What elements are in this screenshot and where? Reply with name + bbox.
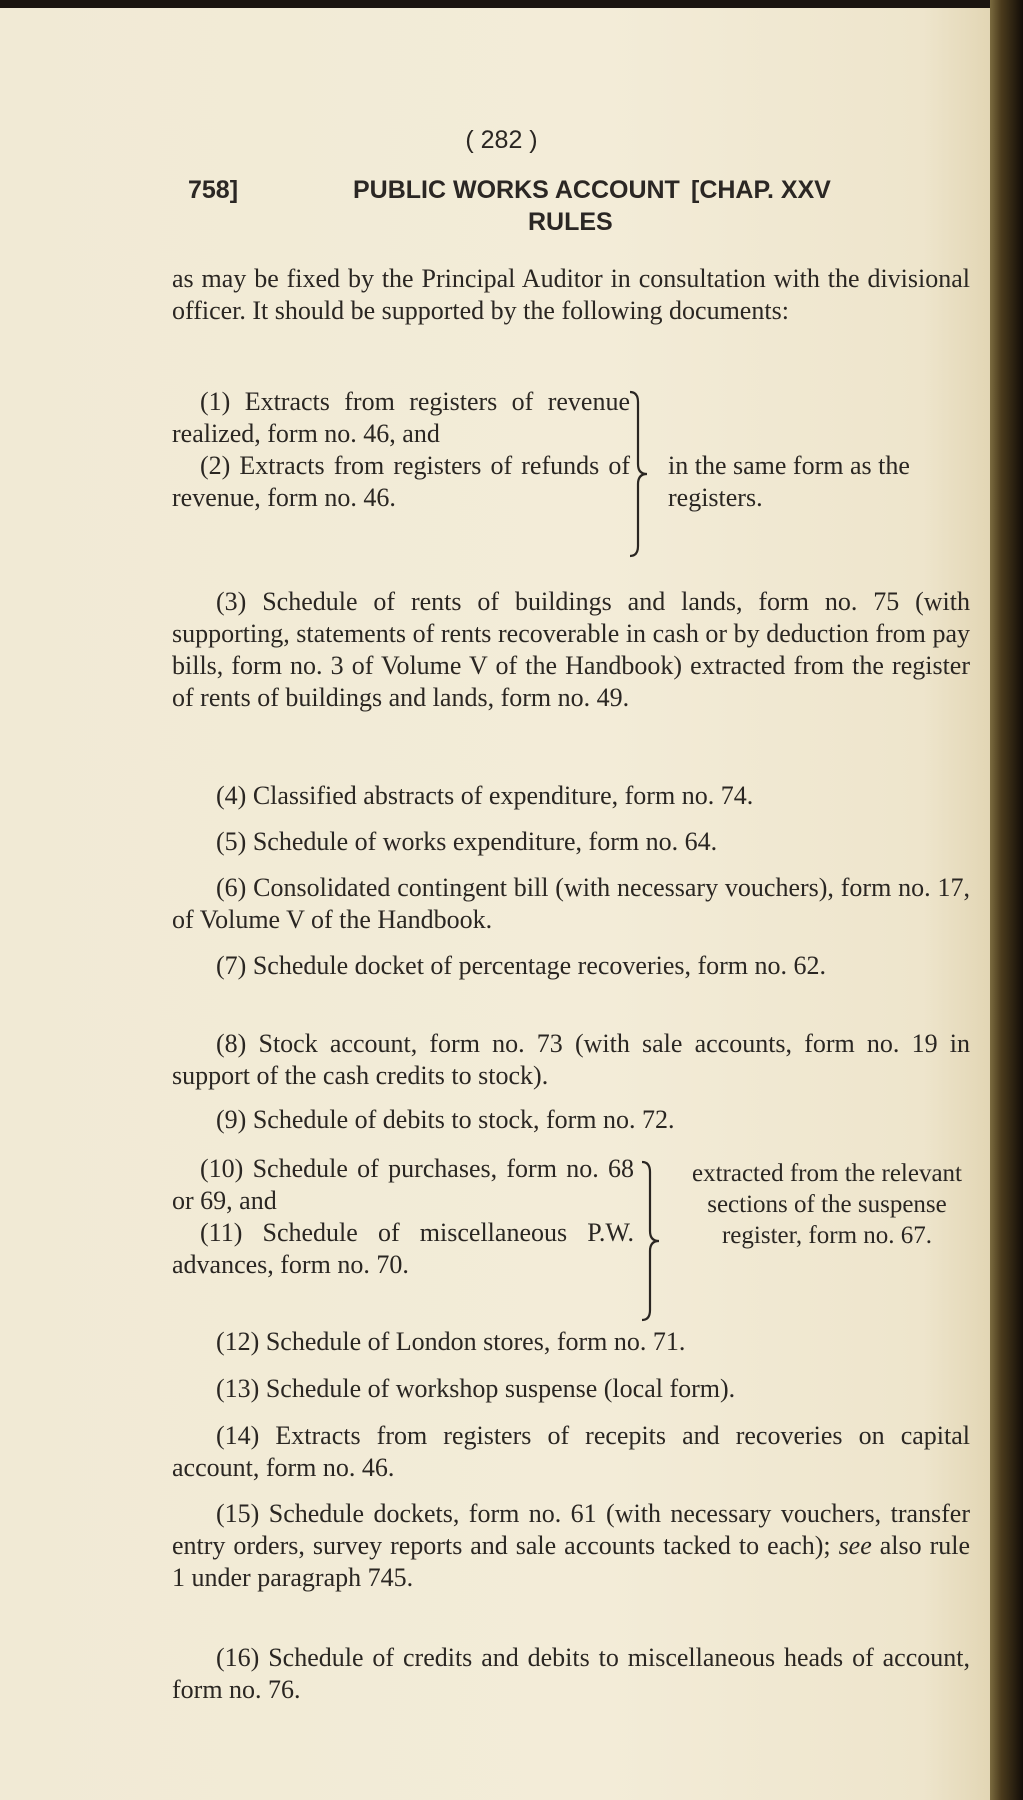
brace-group-2-items: [172, 1153, 634, 1281]
intro-paragraph: as may be fixed by the Principal Auditor in consultation with the divisional officer. It should be supported by the following documents:: [172, 264, 970, 325]
list-item: (11) Schedule of miscellaneous P.W. advances, form no. 70.: [172, 1218, 634, 1279]
brace-group-1-note: in the same form as the registers.: [668, 451, 910, 512]
para15-text: (15) Schedule dockets, form no. 61 (with necessary vouchers, transfer entry orders, survey reports and sale accounts tacked to each);: [172, 1499, 970, 1560]
brace-group-1-items: [172, 386, 630, 514]
brace-group-1: [628, 388, 650, 560]
list-item: (9) Schedule of debits to stock, form no. 72.: [216, 1105, 675, 1134]
list-item: [172, 1498, 970, 1594]
chapter-label: [CHAP. XXV: [691, 176, 831, 204]
book-page: [0, 8, 1003, 1800]
list-item: (7) Schedule docket of percentage recoveries, form no. 62.: [216, 951, 827, 980]
header-title-continued: RULES: [528, 208, 613, 236]
header-title: PUBLIC WORKS ACCOUNT: [353, 176, 680, 204]
para15-text-end: also rule 1 under paragraph 745.: [172, 1531, 970, 1592]
list-item: (14) Extracts from registers of recepits and recoveries on capital account, form no. 46.: [172, 1421, 970, 1482]
brace-group-2-note: extracted from the relevant sections of the suspense register, form no. 67.: [692, 1160, 962, 1249]
list-item: (6) Consolidated contingent bill (with necessary vouchers), form no. 17, of Volume V of the Handbook.: [172, 873, 970, 934]
list-item: (5) Schedule of works expenditure, form no. 64.: [216, 827, 718, 856]
book-spine-shadow: [990, 0, 1023, 1800]
list-item: (12) Schedule of London stores, form no. 71.: [216, 1327, 686, 1356]
list-item: (3) Schedule of rents of buildings and lands, form no. 75 (with supporting, statements of rents recoverable in cash or by deduction from pay bills, form no. 3 of Volume V of the Handbook) extracted from the register of rents of buildings and lands, form no. 49.: [172, 587, 970, 712]
list-item: (13) Schedule of workshop suspense (local form).: [216, 1374, 736, 1403]
see-reference: see: [838, 1531, 872, 1560]
page-number: ( 282 ): [465, 126, 538, 154]
list-item: (8) Stock account, form no. 73 (with sale accounts, form no. 19 in support of the cash credits to stock).: [172, 1029, 970, 1090]
section-number: 758]: [188, 176, 239, 204]
list-item: (1) Extracts from registers of revenue realized, form no. 46, and: [172, 387, 630, 448]
list-item: (10) Schedule of purchases, form no. 68 or 69, and: [172, 1154, 634, 1215]
brace-group-2: [640, 1158, 662, 1324]
list-item: (4) Classified abstracts of expenditure, form no. 74.: [216, 781, 754, 810]
list-item: (2) Extracts from registers of refunds of revenue, form no. 46.: [172, 451, 630, 512]
list-item: (16) Schedule of credits and debits to miscellaneous heads of account, form no. 76.: [172, 1643, 970, 1704]
